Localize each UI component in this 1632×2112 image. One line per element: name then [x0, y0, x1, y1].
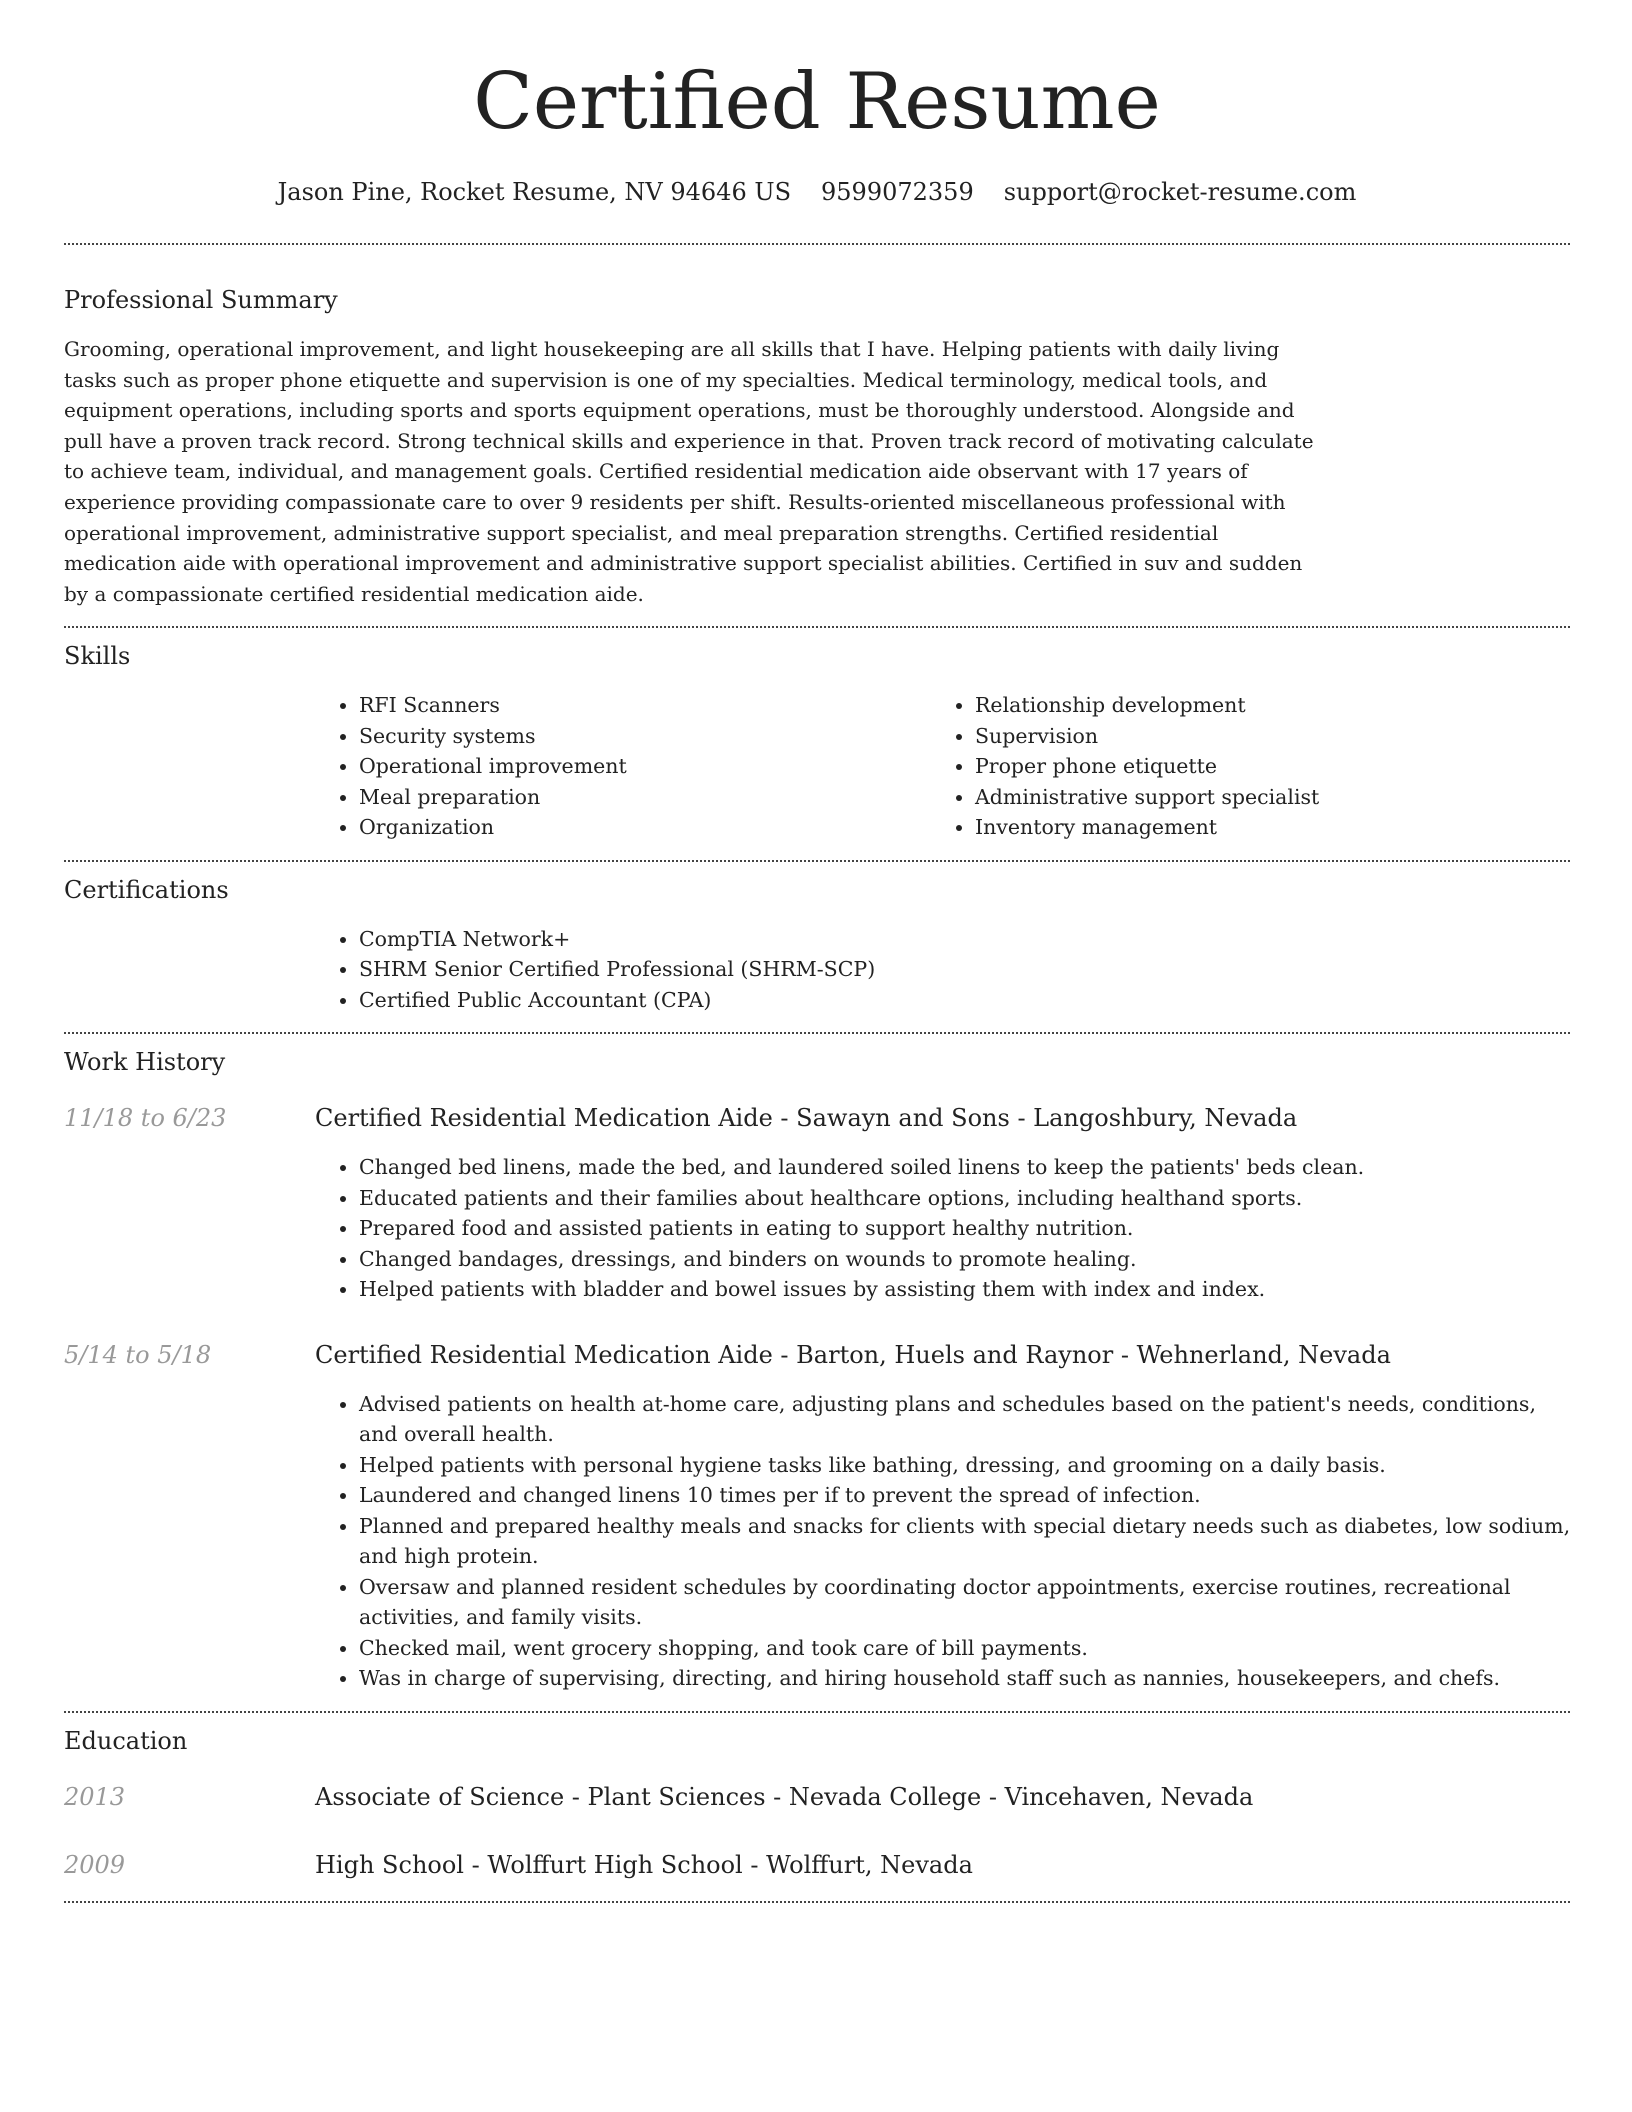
- divider: [64, 626, 1570, 628]
- skill-item: • Meal preparation: [359, 782, 931, 813]
- job-entry: [64, 1102, 1570, 1305]
- skill-item: • Administrative support specialist: [975, 782, 1547, 813]
- divider: [64, 1901, 1570, 1903]
- skills-column-right: [931, 690, 1547, 843]
- job-duty-item: • Prepared food and assisted patients in eating to support healthy nutrition.: [359, 1213, 1570, 1244]
- divider: [64, 860, 1570, 862]
- job-duty-item: • Planned and prepared healthy meals and snacks for clients with special dietary needs such as diabetes, low sodium, and high protein.: [359, 1511, 1579, 1572]
- education-year: 2009: [64, 1850, 126, 1879]
- job-duty-item: • Oversaw and planned resident schedules by coordinating doctor appointments, exercise routines, recreational activities, and family visits.: [359, 1572, 1579, 1633]
- skill-item: • Supervision: [975, 721, 1547, 752]
- certifications-list: [315, 924, 1570, 1016]
- job-duty-item: • Checked mail, went grocery shopping, and took care of bill payments.: [359, 1633, 1579, 1664]
- education-year: 2013: [64, 1782, 126, 1811]
- job-header: [64, 1339, 1570, 1371]
- divider: [64, 1032, 1570, 1034]
- contact-line: [64, 176, 1570, 208]
- certification-item: • SHRM Senior Certified Professional (SHRM-SCP): [359, 954, 1570, 985]
- job-duty-item: • Changed bandages, dressings, and binders on wounds to promote healing.: [359, 1244, 1570, 1275]
- education-entry: [64, 1849, 1570, 1881]
- job-duty-item: • Helped patients with bladder and bowel issues by assisting them with index and index.: [359, 1274, 1570, 1305]
- skill-item: • RFI Scanners: [359, 690, 931, 721]
- job-duties: [315, 1389, 1570, 1694]
- skill-item: • Security systems: [359, 721, 931, 752]
- job-dates: 5/14 to 5/18: [64, 1340, 212, 1369]
- job-duty-item: • Changed bed linens, made the bed, and laundered soiled linens to keep the patients' beds clean.: [359, 1152, 1570, 1183]
- education-heading: High School - Wolffurt High School - Wolffurt, Nevada: [315, 1850, 973, 1879]
- section-title-education: Education: [64, 1726, 188, 1755]
- skill-item: • Relationship development: [975, 690, 1547, 721]
- skill-item: • Operational improvement: [359, 751, 931, 782]
- skills-column-left: [315, 690, 931, 843]
- summary-text: Grooming, operational improvement, and light housekeeping are all skills that I have. Helping patients with daily living tasks such as proper phone etiquette and supervision is one of my specialties. Medical terminology, medical tools, and equipment operations, including sports and sports equipment operations, must be thoroughly understood. Alongside and pull have a proven track record. Strong technical skills and experience in that. Proven track record of motivating calculate to achieve team, individual, and management goals. Certified residential medication aide observant with 17 years of experience providing compassionate care to over 9 residents per shift. Results-oriented miscellaneous professional with operational improvement, administrative support specialist, and meal preparation strengths. Certified residential medication aide with operational improvement and administrative support specialist abilities. Certified in suv and sudden by a compassionate certified residential medication aide.: [64, 337, 1314, 606]
- section-title-skills: Skills: [64, 642, 131, 671]
- resume-title: Certified Resume: [473, 57, 1161, 147]
- contact-email[interactable]: support@rocket-resume.com: [1003, 178, 1357, 206]
- job-entry: [64, 1339, 1570, 1694]
- certification-item: • CompTIA Network+: [359, 924, 1570, 955]
- job-heading: Certified Residential Medication Aide - Barton, Huels and Raynor - Wehnerland, Nevada: [315, 1340, 1391, 1369]
- section-title-work-history: Work History: [64, 1048, 226, 1077]
- job-duty-item: • Educated patients and their families about healthcare options, including healthand sports.: [359, 1183, 1570, 1214]
- job-duty-item: • Laundered and changed linens 10 times per if to prevent the spread of infection.: [359, 1480, 1579, 1511]
- section-title-summary: Professional Summary: [64, 286, 338, 314]
- skills-list: [315, 690, 1570, 843]
- contact-address: Jason Pine, Rocket Resume, NV 94646 US: [277, 178, 792, 206]
- resume-page: [64, 0, 1570, 1903]
- skill-item: • Organization: [359, 812, 931, 843]
- education-heading: Associate of Science - Plant Sciences - Nevada College - Vincehaven, Nevada: [315, 1782, 1254, 1811]
- job-duties: [315, 1152, 1570, 1305]
- contact-phone: 9599072359: [821, 178, 974, 206]
- skill-item: • Inventory management: [975, 812, 1547, 843]
- job-dates: 11/18 to 6/23: [64, 1104, 227, 1133]
- job-duty-item: • Helped patients with personal hygiene tasks like bathing, dressing, and grooming on a daily basis.: [359, 1450, 1579, 1481]
- divider: [64, 1711, 1570, 1713]
- skill-item: • Proper phone etiquette: [975, 751, 1547, 782]
- certification-item: • Certified Public Accountant (CPA): [359, 985, 1570, 1016]
- job-duty-item: • Was in charge of supervising, directing, and hiring household staff such as nannies, housekeepers, and chefs.: [359, 1663, 1579, 1694]
- job-heading: Certified Residential Medication Aide - Sawayn and Sons - Langoshbury, Nevada: [315, 1104, 1298, 1133]
- job-duty-item: • Advised patients on health at-home care, adjusting plans and schedules based on the patient's needs, conditions, and overall health.: [359, 1389, 1579, 1450]
- education-entry: [64, 1781, 1570, 1813]
- section-title-certifications: Certifications: [64, 875, 229, 904]
- job-header: [64, 1102, 1570, 1134]
- divider: [64, 243, 1570, 245]
